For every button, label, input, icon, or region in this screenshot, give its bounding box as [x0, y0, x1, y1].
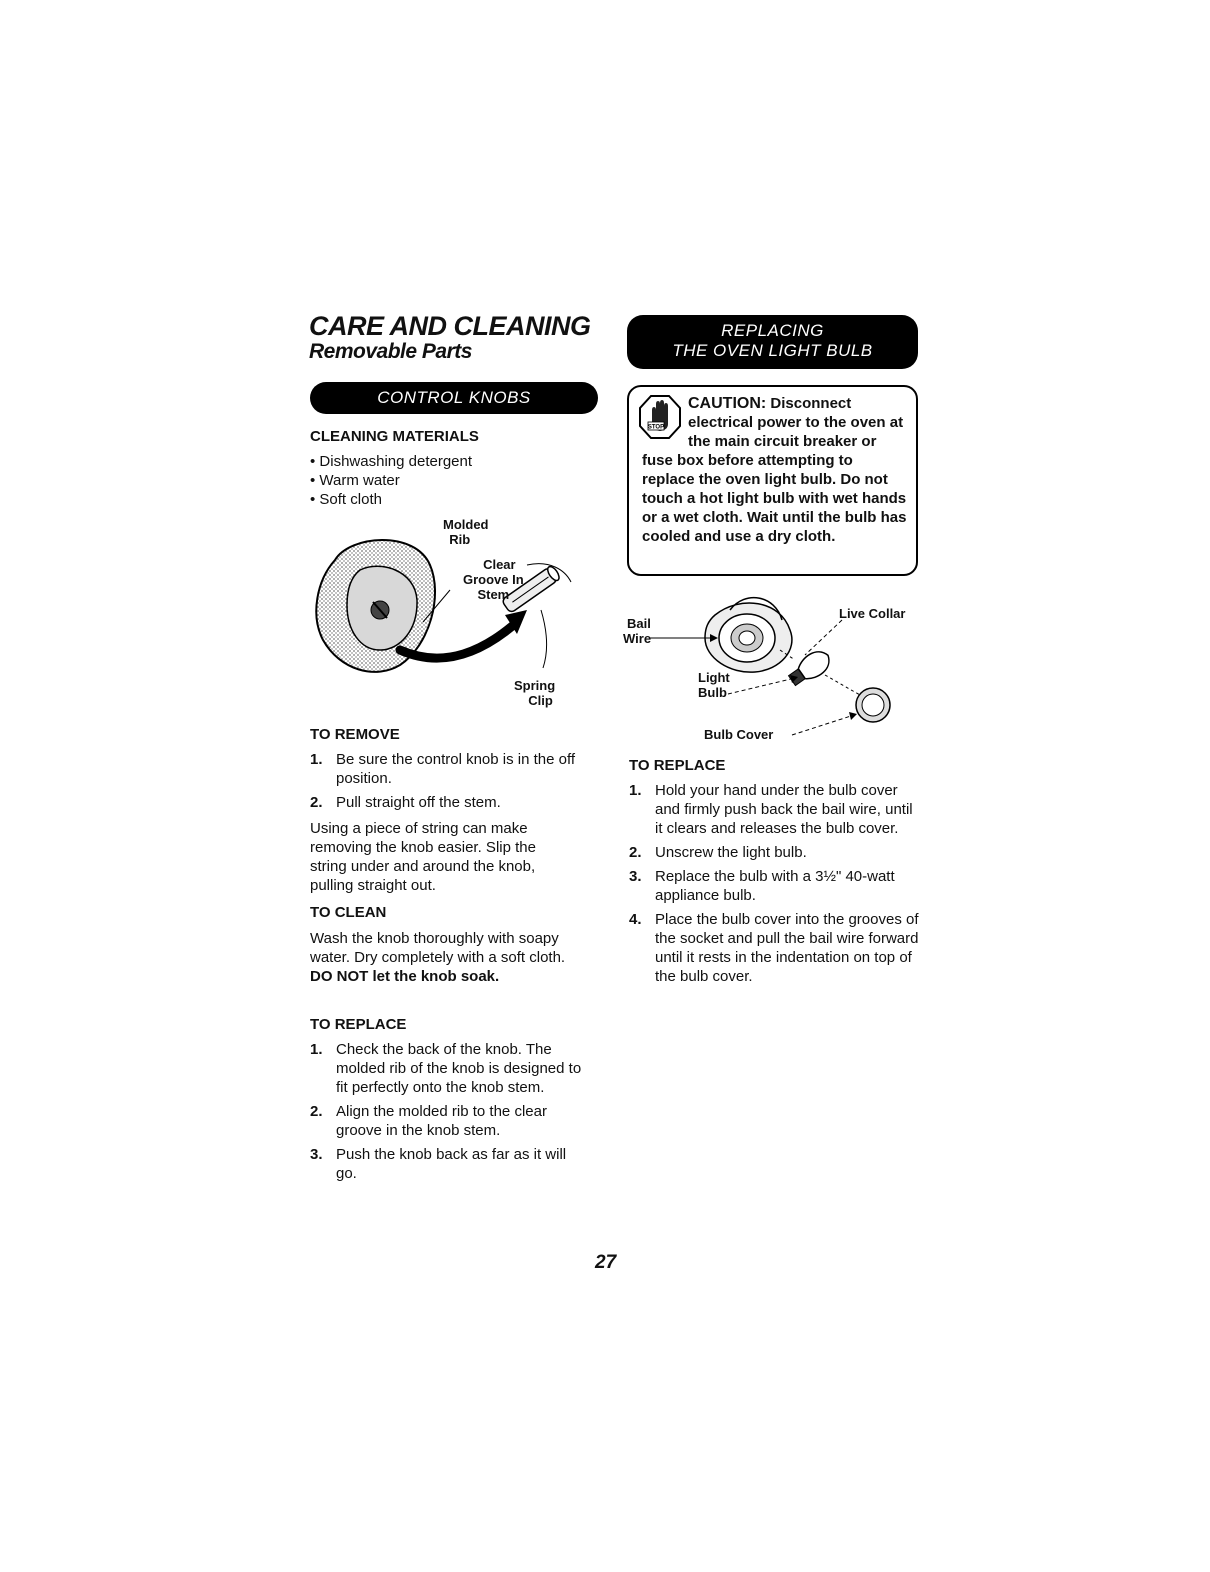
list-item — [629, 867, 921, 905]
label-line: Spring — [514, 678, 556, 693]
label-line: Stem — [477, 587, 510, 602]
caution-text: Disconnect electrical power to the oven at the main circuit breaker or fuse box before attempting to replace the oven light bulb. Do not touch a hot light bulb with wet hands or a wet cloth. Wait until the bulb has cooled and use a dry cloth. — [642, 395, 907, 545]
step-text: Push the knob back as far as it will go. — [336, 1146, 567, 1182]
page-number: 27 — [595, 1252, 617, 1273]
remove-note: Using a piece of string can make removing the knob easier. Slip the string under and around the knob, pulling straight out. — [310, 820, 536, 894]
figure-label-spring-clip — [514, 678, 555, 708]
step-number: 1. — [310, 1041, 323, 1058]
stop-hand-icon — [638, 394, 682, 446]
list-item — [310, 1145, 590, 1183]
materials-list — [310, 452, 590, 509]
clean-text: Wash the knob thoroughly with soapy water. Dry completely with a soft cloth. — [310, 930, 566, 966]
list-item — [629, 781, 921, 838]
label-line: Wire — [623, 631, 652, 646]
list-item: • Dishwashing detergent — [310, 453, 473, 470]
step-text: Replace the bulb with a 3½" 40-watt appliance bulb. — [655, 868, 895, 904]
label-line: Rib — [449, 532, 471, 547]
label-line: Bulb — [698, 685, 727, 700]
list-item — [629, 910, 921, 986]
to-replace-heading-left: TO REPLACE — [310, 1016, 407, 1033]
step-text: Place the bulb cover into the grooves of the socket and pull the bail wire forward until it rests in the indentation on top of the bulb cover. — [655, 911, 919, 985]
caution-box — [627, 385, 918, 576]
section-title: CARE AND CLEANING — [309, 311, 591, 341]
control-knobs-banner: CONTROL KNOBS — [310, 382, 598, 414]
list-item: • Soft cloth — [310, 491, 382, 508]
label-line: Molded — [443, 517, 489, 532]
list-item: • Warm water — [310, 472, 400, 489]
step-number: 2. — [310, 1103, 323, 1120]
step-text: Check the back of the knob. The molded rib of the knob is designed to fit perfectly onto the knob stem. — [336, 1041, 582, 1096]
clean-warning: DO NOT let the knob soak. — [310, 968, 500, 985]
list-item — [310, 793, 590, 812]
step-text: Hold your hand under the bulb cover and firmly push back the bail wire, until it clears and releases the bulb cover. — [655, 782, 913, 837]
section-subtitle: Removable Parts — [309, 340, 472, 363]
label-line: Clear — [483, 557, 516, 572]
step-number: 3. — [629, 868, 642, 885]
list-item — [310, 1040, 590, 1097]
step-number: 3. — [310, 1146, 323, 1163]
to-remove-heading: TO REMOVE — [310, 726, 400, 743]
step-number: 1. — [310, 751, 323, 768]
figure-label-clear-groove — [463, 557, 524, 602]
caution-label: CAUTION: — [688, 395, 767, 412]
step-number: 4. — [629, 911, 642, 928]
replace-steps-right — [629, 781, 921, 991]
step-text: Align the molded rib to the clear groove in the knob stem. — [336, 1103, 547, 1139]
step-text: Be sure the control knob is in the off position. — [336, 751, 576, 787]
list-item — [629, 843, 921, 862]
label-line: Clip — [528, 693, 553, 708]
clean-paragraph — [310, 929, 568, 986]
replace-steps-left — [310, 1040, 590, 1188]
to-clean-heading: TO CLEAN — [310, 904, 387, 921]
banner-line: REPLACING — [721, 321, 824, 340]
list-item — [310, 1102, 590, 1140]
remove-steps — [310, 750, 590, 817]
step-number: 2. — [629, 844, 642, 861]
label-line: Light — [698, 670, 730, 685]
step-number: 2. — [310, 794, 323, 811]
figure-label-bail-wire — [623, 616, 652, 646]
oven-light-banner — [627, 315, 918, 369]
cleaning-materials-heading: CLEANING MATERIALS — [310, 428, 479, 445]
list-item — [310, 750, 590, 788]
label-line: Bail — [627, 616, 651, 631]
figure-label-molded-rib — [443, 517, 489, 547]
stop-sign-text: STOP — [647, 424, 665, 431]
step-text: Unscrew the light bulb. — [655, 844, 807, 861]
step-text: Pull straight off the stem. — [336, 794, 501, 811]
to-replace-heading-right: TO REPLACE — [629, 757, 726, 774]
step-number: 1. — [629, 782, 642, 799]
banner-line: THE OVEN LIGHT BULB — [672, 341, 873, 360]
figure-label-bulb-cover: Bulb Cover — [704, 727, 774, 742]
label-line: Groove In — [463, 572, 524, 587]
figure-label-live-collar: Live Collar — [839, 606, 906, 621]
figure-label-light-bulb — [698, 670, 730, 700]
